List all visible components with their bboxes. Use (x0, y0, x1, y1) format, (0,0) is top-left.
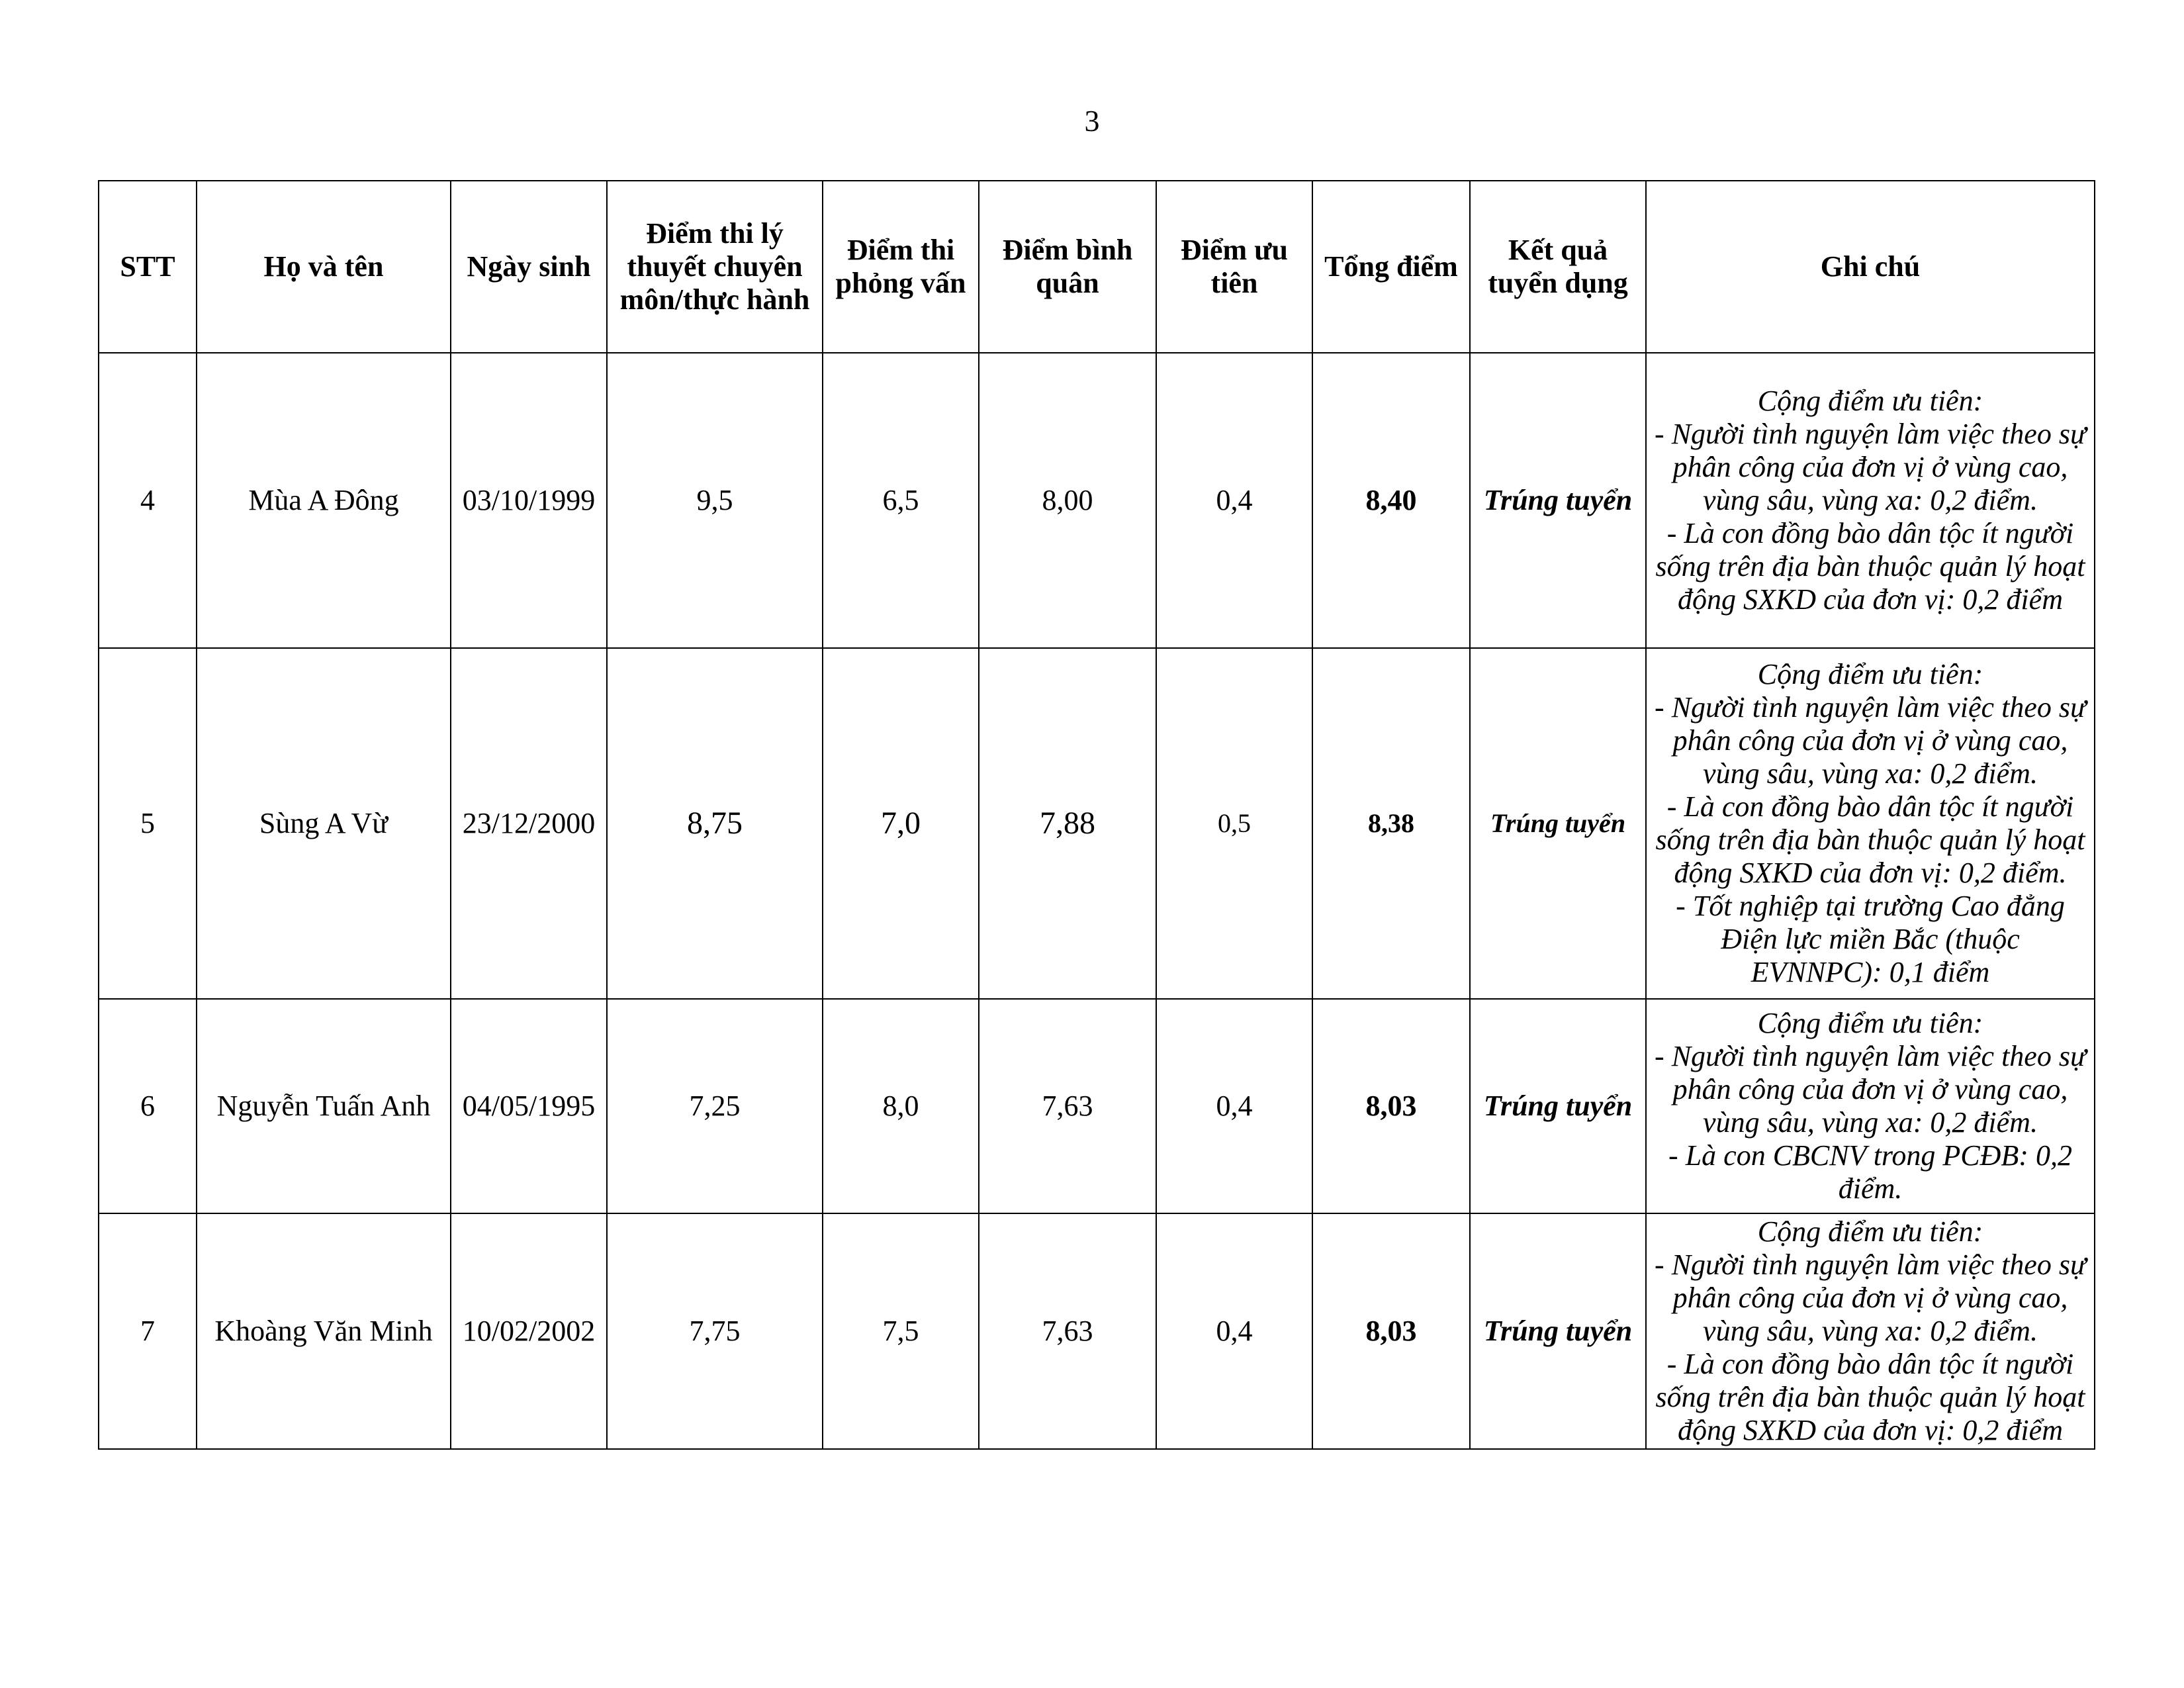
cell-note (1646, 999, 2095, 1213)
cell-dob: 03/10/1999 (451, 353, 607, 648)
header-average-score: Điểm bình quân (979, 181, 1156, 353)
cell-priority-score: 0,4 (1156, 353, 1312, 648)
cell-total-score: 8,03 (1312, 999, 1470, 1213)
cell-stt: 7 (99, 1213, 197, 1449)
cell-theory-score: 8,75 (607, 648, 823, 999)
cell-interview-score: 7,0 (823, 648, 979, 999)
cell-average-score: 8,00 (979, 353, 1156, 648)
header-priority-score: Điểm ưu tiên (1156, 181, 1312, 353)
note-line: - Là con đồng bào dân tộc ít người sống trên địa bàn thuộc quản lý hoạt động SXKD của đơn vị: 0,2 điểm. (1655, 790, 2085, 889)
cell-dob: 04/05/1995 (451, 999, 607, 1213)
header-theory-score: Điểm thi lý thuyết chuyên môn/thực hành (607, 181, 823, 353)
note-line: - Người tình nguyện làm việc theo sự phân công của đơn vị ở vùng cao, vùng sâu, vùng xa: 0,2 điểm. (1655, 1040, 2086, 1139)
cell-dob: 23/12/2000 (451, 648, 607, 999)
note-line: - Người tình nguyện làm việc theo sự phân công của đơn vị ở vùng cao, vùng sâu, vùng xa: 0,2 điểm. (1655, 691, 2086, 790)
header-dob: Ngày sinh (451, 181, 607, 353)
note-line: Cộng điểm ưu tiên: (1757, 658, 1983, 690)
note-line: - Người tình nguyện làm việc theo sự phân công của đơn vị ở vùng cao, vùng sâu, vùng xa: 0,2 điểm. (1655, 1248, 2086, 1347)
cell-interview-score: 6,5 (823, 353, 979, 648)
cell-total-score: 8,03 (1312, 1213, 1470, 1449)
cell-result: Trúng tuyển (1470, 353, 1646, 648)
note-line: - Là con đồng bào dân tộc ít người sống trên địa bàn thuộc quản lý hoạt động SXKD của đơn vị: 0,2 điểm (1655, 517, 2085, 616)
cell-total-score: 8,40 (1312, 353, 1470, 648)
table-row (99, 353, 2095, 648)
cell-priority-score: 0,4 (1156, 999, 1312, 1213)
cell-name: Khoàng Văn Minh (197, 1213, 451, 1449)
cell-average-score: 7,63 (979, 999, 1156, 1213)
cell-result: Trúng tuyển (1470, 1213, 1646, 1449)
header-row (99, 181, 2095, 353)
cell-interview-score: 8,0 (823, 999, 979, 1213)
cell-note (1646, 1213, 2095, 1449)
cell-average-score: 7,63 (979, 1213, 1156, 1449)
note-line: Cộng điểm ưu tiên: (1757, 1215, 1983, 1248)
note-line: - Tốt nghiệp tại trường Cao đẳng Điện lực miền Bắc (thuộc EVNNPC): 0,1 điểm (1676, 890, 2065, 988)
table-row (99, 648, 2095, 999)
cell-theory-score: 9,5 (607, 353, 823, 648)
header-total-score: Tổng điểm (1312, 181, 1470, 353)
note-line: Cộng điểm ưu tiên: (1757, 1007, 1983, 1039)
cell-result: Trúng tuyển (1470, 999, 1646, 1213)
cell-priority-score: 0,4 (1156, 1213, 1312, 1449)
note-line: Cộng điểm ưu tiên: (1757, 385, 1983, 417)
cell-interview-score: 7,5 (823, 1213, 979, 1449)
cell-stt: 5 (99, 648, 197, 999)
header-note: Ghi chú (1646, 181, 2095, 353)
cell-stt: 6 (99, 999, 197, 1213)
table-row (99, 999, 2095, 1213)
cell-priority-score: 0,5 (1156, 648, 1312, 999)
cell-total-score: 8,38 (1312, 648, 1470, 999)
cell-result: Trúng tuyển (1470, 648, 1646, 999)
cell-name: Sùng A Vừ (197, 648, 451, 999)
note-line: - Là con đồng bào dân tộc ít người sống trên địa bàn thuộc quản lý hoạt động SXKD của đơn vị: 0,2 điểm (1655, 1348, 2085, 1446)
cell-name: Mùa A Đông (197, 353, 451, 648)
header-name: Họ và tên (197, 181, 451, 353)
cell-dob: 10/02/2002 (451, 1213, 607, 1449)
cell-note (1646, 353, 2095, 648)
cell-theory-score: 7,25 (607, 999, 823, 1213)
header-result: Kết quả tuyển dụng (1470, 181, 1646, 353)
page-number: 3 (1084, 104, 1100, 138)
cell-note (1646, 648, 2095, 999)
header-interview-score: Điểm thi phỏng vấn (823, 181, 979, 353)
note-line: - Là con CBCNV trong PCĐB: 0,2 điểm. (1668, 1139, 2072, 1205)
table-row (99, 1213, 2095, 1449)
cell-stt: 4 (99, 353, 197, 648)
note-line: - Người tình nguyện làm việc theo sự phân công của đơn vị ở vùng cao, vùng sâu, vùng xa: 0,2 điểm. (1655, 418, 2086, 516)
cell-theory-score: 7,75 (607, 1213, 823, 1449)
recruitment-results-table (98, 180, 2095, 1450)
cell-average-score: 7,88 (979, 648, 1156, 999)
cell-name: Nguyễn Tuấn Anh (197, 999, 451, 1213)
header-stt: STT (99, 181, 197, 353)
